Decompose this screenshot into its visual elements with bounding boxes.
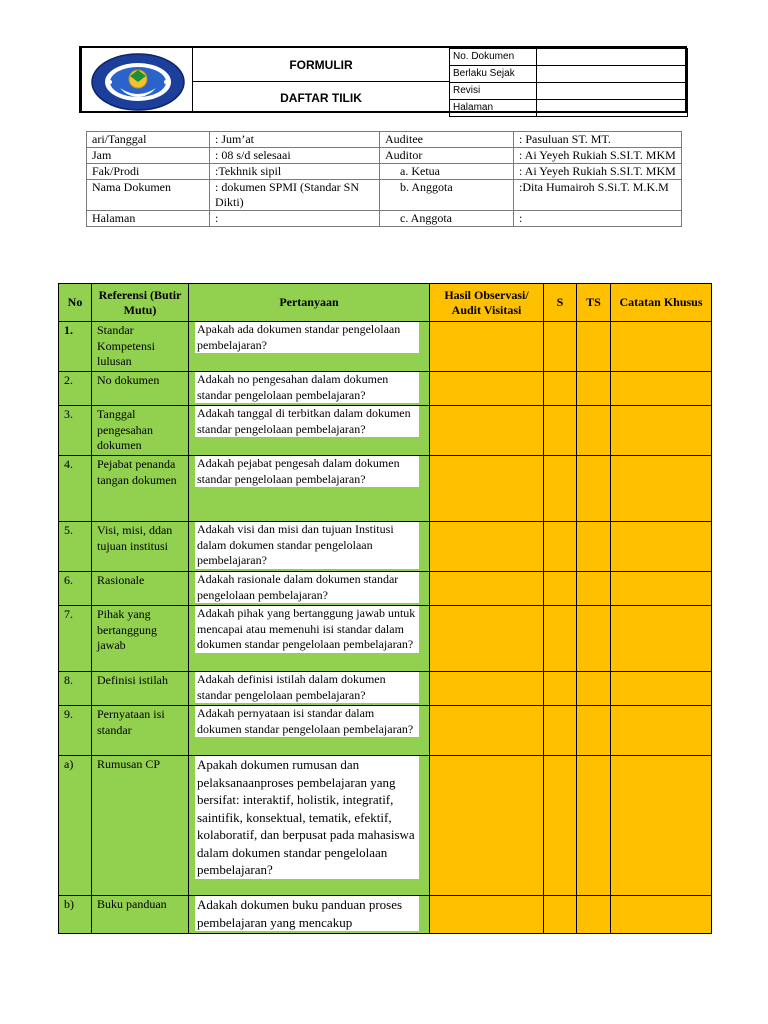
question-text: Adakah pejabat pengesah dalam dokumen standar pengelolaan pembelajaran?	[195, 456, 419, 487]
meta-label: Halaman	[450, 100, 537, 117]
info-value: :Dita Humairoh S.Si.T. M.K.M	[514, 180, 682, 211]
row-number: 3.	[59, 406, 92, 456]
info-label: Jam	[87, 148, 210, 164]
row-reference: Rumusan CP	[92, 756, 189, 896]
notes-cell[interactable]	[611, 372, 712, 406]
row-reference: Visi, misi, ddan tujuan institusi	[92, 522, 189, 572]
observation-cell[interactable]	[430, 372, 544, 406]
ts-cell[interactable]	[577, 322, 611, 372]
observation-cell[interactable]	[430, 706, 544, 756]
info-label: Auditee	[380, 132, 514, 148]
info-value: : Jum’at	[210, 132, 380, 148]
checklist-table	[58, 283, 712, 934]
meta-value	[537, 83, 688, 100]
notes-cell[interactable]	[611, 406, 712, 456]
info-value: : 08 s/d selesaai	[210, 148, 380, 164]
row-question	[189, 406, 430, 456]
row-number: 7.	[59, 606, 92, 672]
question-text: Adakah no pengesahan dalam dokumen standar pengelolaan pembelajaran?	[195, 372, 419, 403]
s-cell[interactable]	[544, 706, 577, 756]
row-reference: Definisi istilah	[92, 672, 189, 706]
question-text: Adakah pihak yang bertanggung jawab untuk mencapai atau memenuhi isi standar dalam dokumen standar pengelolaan pembelajaran?	[195, 606, 419, 653]
observation-cell[interactable]	[430, 456, 544, 522]
info-label: Halaman	[87, 211, 210, 227]
table-row	[59, 406, 712, 456]
table-row	[59, 672, 712, 706]
question-text: Adakah definisi istilah dalam dokumen standar pengelolaan pembelajaran?	[195, 672, 419, 703]
col-header-s: S	[544, 284, 577, 322]
table-row	[59, 572, 712, 606]
info-label: ari/Tanggal	[87, 132, 210, 148]
question-text: Apakah dokumen rumusan dan pelaksanaanproses pembelajaran yang bersifat: interaktif, holistik, integratif, saintifik, konsektual, tematik, efektif, kolaboratif, dan berpusat pada mahasiswa dalam dokumen standar pengelolaan pembelajaran?	[195, 756, 419, 879]
question-text: Adakah tanggal di terbitkan dalam dokumen standar pengelolaan pembelajaran?	[195, 406, 419, 437]
info-value: :	[514, 211, 682, 227]
ts-cell[interactable]	[577, 522, 611, 572]
row-question	[189, 372, 430, 406]
meta-value	[537, 100, 688, 117]
audit-info-table	[86, 131, 682, 227]
row-number: b)	[59, 896, 92, 934]
info-label: c. Anggota	[380, 211, 514, 227]
ts-cell[interactable]	[577, 606, 611, 672]
ts-cell[interactable]	[577, 756, 611, 896]
question-text: Adakah rasionale dalam dokumen standar pengelolaan pembelajaran?	[195, 572, 419, 603]
form-title: FORMULIR	[193, 48, 449, 82]
ts-cell[interactable]	[577, 372, 611, 406]
question-text: Adakah pernyataan isi standar dalam dokumen standar pengelolaan pembelajaran?	[195, 706, 419, 737]
col-header-hasil-observasi: Hasil Observasi/ Audit Visitasi	[430, 284, 544, 322]
notes-cell[interactable]	[611, 896, 712, 934]
notes-cell[interactable]	[611, 672, 712, 706]
table-row	[59, 372, 712, 406]
info-value: : Ai Yeyeh Rukiah S.SI.T. MKM	[514, 148, 682, 164]
observation-cell[interactable]	[430, 322, 544, 372]
s-cell[interactable]	[544, 406, 577, 456]
notes-cell[interactable]	[611, 456, 712, 522]
row-number: 5.	[59, 522, 92, 572]
col-header-catatan: Catatan Khusus	[611, 284, 712, 322]
row-question	[189, 756, 430, 896]
row-question	[189, 456, 430, 522]
table-row	[59, 322, 712, 372]
table-row	[59, 756, 712, 896]
table-row	[59, 456, 712, 522]
notes-cell[interactable]	[611, 322, 712, 372]
notes-cell[interactable]	[611, 522, 712, 572]
table-row	[59, 522, 712, 572]
row-question	[189, 896, 430, 934]
s-cell[interactable]	[544, 896, 577, 934]
row-number: 9.	[59, 706, 92, 756]
row-reference: Standar Kompetensi lulusan	[92, 322, 189, 372]
row-question	[189, 572, 430, 606]
ts-cell[interactable]	[577, 456, 611, 522]
question-text: Adakah visi dan misi dan tujuan Institusi dalam dokumen standar pengelolaan pembelajaran?	[195, 522, 419, 569]
row-question	[189, 522, 430, 572]
form-header	[79, 46, 687, 113]
info-value: : Ai Yeyeh Rukiah S.SI.T. MKM	[514, 164, 682, 180]
info-value: :Tekhnik sipil	[210, 164, 380, 180]
row-reference: Buku panduan	[92, 896, 189, 934]
row-question	[189, 322, 430, 372]
notes-cell[interactable]	[611, 756, 712, 896]
row-reference: Tanggal pengesahan dokumen	[92, 406, 189, 456]
table-row	[59, 606, 712, 672]
row-number: 4.	[59, 456, 92, 522]
col-header-pertanyaan: Pertanyaan	[189, 284, 430, 322]
info-label: Nama Dokumen	[87, 180, 210, 211]
info-value: : Pasuluan ST. MT.	[514, 132, 682, 148]
row-question	[189, 706, 430, 756]
form-subtitle: DAFTAR TILIK	[280, 91, 362, 105]
s-cell[interactable]	[544, 322, 577, 372]
observation-cell[interactable]	[430, 896, 544, 934]
ts-cell[interactable]	[577, 572, 611, 606]
question-text: Adakah dokumen buku panduan proses pembelajaran yang mencakup	[195, 896, 419, 931]
observation-cell[interactable]	[430, 672, 544, 706]
info-label: b. Anggota	[380, 180, 514, 211]
ts-cell[interactable]	[577, 672, 611, 706]
table-row	[59, 896, 712, 934]
row-number: 2.	[59, 372, 92, 406]
row-reference: Pernyataan isi standar	[92, 706, 189, 756]
institution-logo	[90, 52, 186, 112]
s-cell[interactable]	[544, 672, 577, 706]
question-text: Apakah ada dokumen standar pengelolaan pembelajaran?	[195, 322, 419, 353]
col-header-ts: TS	[577, 284, 611, 322]
row-question	[189, 606, 430, 672]
info-label: a. Ketua	[380, 164, 514, 180]
info-value: : dokumen SPMI (Standar SN Dikti)	[210, 180, 380, 211]
observation-cell[interactable]	[430, 522, 544, 572]
row-reference: Pejabat penanda tangan dokumen	[92, 456, 189, 522]
meta-label: No. Dokumen	[450, 49, 537, 66]
row-number: a)	[59, 756, 92, 896]
info-value: :	[210, 211, 380, 227]
notes-cell[interactable]	[611, 572, 712, 606]
row-question	[189, 672, 430, 706]
meta-label: Berlaku Sejak	[450, 66, 537, 83]
table-row	[59, 706, 712, 756]
notes-cell[interactable]	[611, 606, 712, 672]
document-meta-table	[449, 48, 688, 117]
row-number: 1.	[59, 322, 92, 372]
s-cell[interactable]	[544, 522, 577, 572]
col-header-referensi: Referensi (Butir Mutu)	[92, 284, 189, 322]
col-header-no: No	[59, 284, 92, 322]
meta-value	[537, 49, 688, 66]
row-reference: Rasionale	[92, 572, 189, 606]
row-reference: No dokumen	[92, 372, 189, 406]
s-cell[interactable]	[544, 456, 577, 522]
row-reference: Pihak yang bertanggung jawab	[92, 606, 189, 672]
ts-cell[interactable]	[577, 706, 611, 756]
info-label: Auditor	[380, 148, 514, 164]
observation-cell[interactable]	[430, 406, 544, 456]
observation-cell[interactable]	[430, 572, 544, 606]
observation-cell[interactable]	[430, 756, 544, 896]
s-cell[interactable]	[544, 572, 577, 606]
observation-cell[interactable]	[430, 606, 544, 672]
s-cell[interactable]	[544, 372, 577, 406]
ts-cell[interactable]	[577, 896, 611, 934]
s-cell[interactable]	[544, 606, 577, 672]
ts-cell[interactable]	[577, 406, 611, 456]
meta-value	[537, 66, 688, 83]
info-label: Fak/Prodi	[87, 164, 210, 180]
meta-label: Revisi	[450, 83, 537, 100]
row-number: 6.	[59, 572, 92, 606]
row-number: 8.	[59, 672, 92, 706]
notes-cell[interactable]	[611, 706, 712, 756]
s-cell[interactable]	[544, 756, 577, 896]
